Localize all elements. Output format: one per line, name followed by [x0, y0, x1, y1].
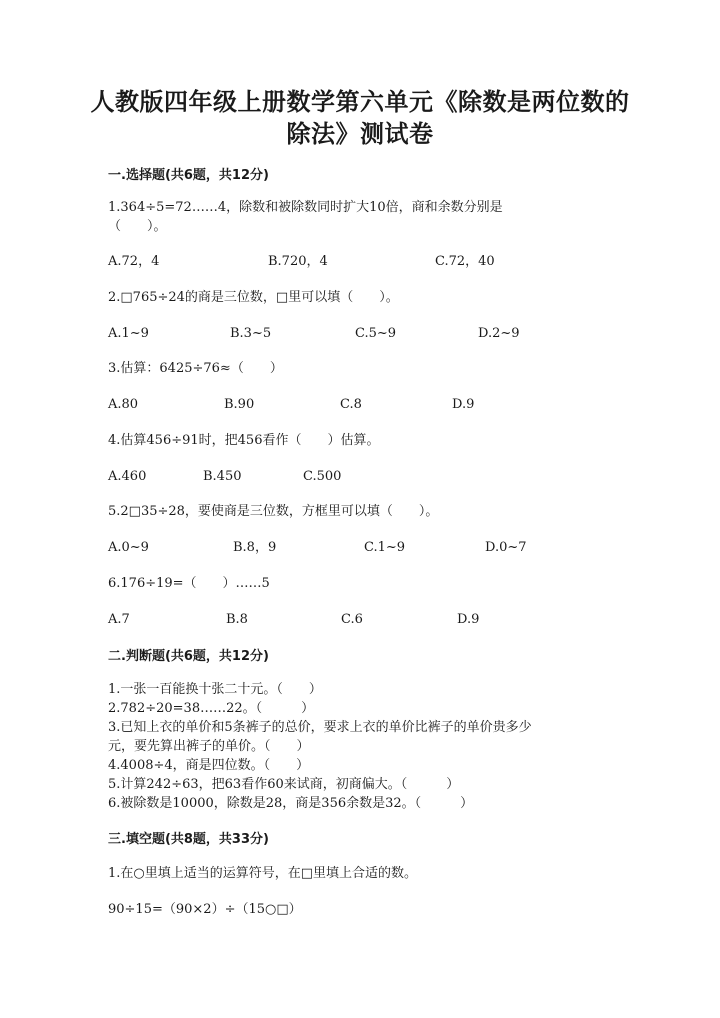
choice-option: B.720，4: [268, 254, 328, 269]
choice-option: C.1~9: [364, 540, 406, 555]
choice-option: B.450: [203, 469, 242, 484]
judge-item: 6.被除数是10000，除数是28，商是356余数是32。（ ）: [108, 796, 474, 811]
judge-item: 2.782÷20=38……22。（ ）: [108, 701, 315, 716]
choice-question-5: 5.2□35÷28，要使商是三位数，方框里可以填（ ）。: [108, 504, 439, 519]
section-heading-fill: 三.填空题(共8题，共33分): [108, 832, 269, 847]
choice-option: D.2~9: [478, 326, 520, 341]
choice-option: A.7: [108, 612, 130, 627]
choice-option: C.5~9: [355, 326, 397, 341]
choice-option: C.72，40: [435, 254, 495, 269]
choice-option: A.460: [108, 469, 147, 484]
judge-item: 4.4008÷4，商是四位数。（ ）: [108, 758, 310, 773]
choice-option: A.0~9: [108, 540, 149, 555]
choice-option: B.3~5: [230, 326, 272, 341]
judge-item: 3.已知上衣的单价和5条裤子的总价，要求上衣的单价比裤子的单价贵多少: [108, 720, 532, 735]
section-heading-judge: 二.判断题(共6题，共12分): [108, 649, 269, 664]
judge-item: 1.一张一百能换十张二十元。（ ）: [108, 682, 322, 697]
choice-question-1: [108, 198, 608, 236]
choice-option: B.8，9: [233, 540, 277, 555]
choice-option: B.90: [224, 397, 255, 412]
title-line-2: 除法》测试卷: [286, 119, 434, 148]
fill-expression: 90÷15=（90×2）÷（15○□）: [108, 902, 302, 917]
choice-option: A.1~9: [108, 326, 149, 341]
choice-question-3: 3.估算：6425÷76≈（ ）: [108, 361, 283, 376]
choice-option: D.0~7: [485, 540, 527, 555]
judge-item: 元，要先算出裤子的单价。（ ）: [108, 739, 310, 754]
page-title: [60, 86, 660, 150]
choice-option: C.500: [303, 469, 342, 484]
section-heading-choice: 一.选择题(共6题，共12分): [108, 168, 269, 183]
question-text: （ ）。: [108, 219, 167, 234]
choice-option: A.80: [108, 397, 139, 412]
choice-option: D.9: [452, 397, 475, 412]
choice-question-2: 2.□765÷24的商是三位数，□里可以填（ ）。: [108, 290, 399, 305]
choice-option: A.72，4: [108, 254, 160, 269]
choice-option: B.8: [226, 612, 248, 627]
choice-option: C.8: [340, 397, 362, 412]
judge-item: 5.计算242÷63，把63看作60来试商，初商偏大。（ ）: [108, 777, 460, 792]
question-text: 1.364÷5=72……4，除数和被除数同时扩大10倍，商和余数分别是: [108, 200, 503, 215]
choice-question-6: 6.176÷19=（ ）……5: [108, 576, 270, 591]
choice-option: C.6: [341, 612, 363, 627]
choice-question-4: 4.估算456÷91时，把456看作（ ）估算。: [108, 433, 380, 448]
fill-question-1: 1.在○里填上适当的运算符号，在□里填上合适的数。: [108, 866, 418, 881]
title-line-1: 人教版四年级上册数学第六单元《除数是两位数的: [90, 87, 630, 116]
choice-option: D.9: [457, 612, 480, 627]
